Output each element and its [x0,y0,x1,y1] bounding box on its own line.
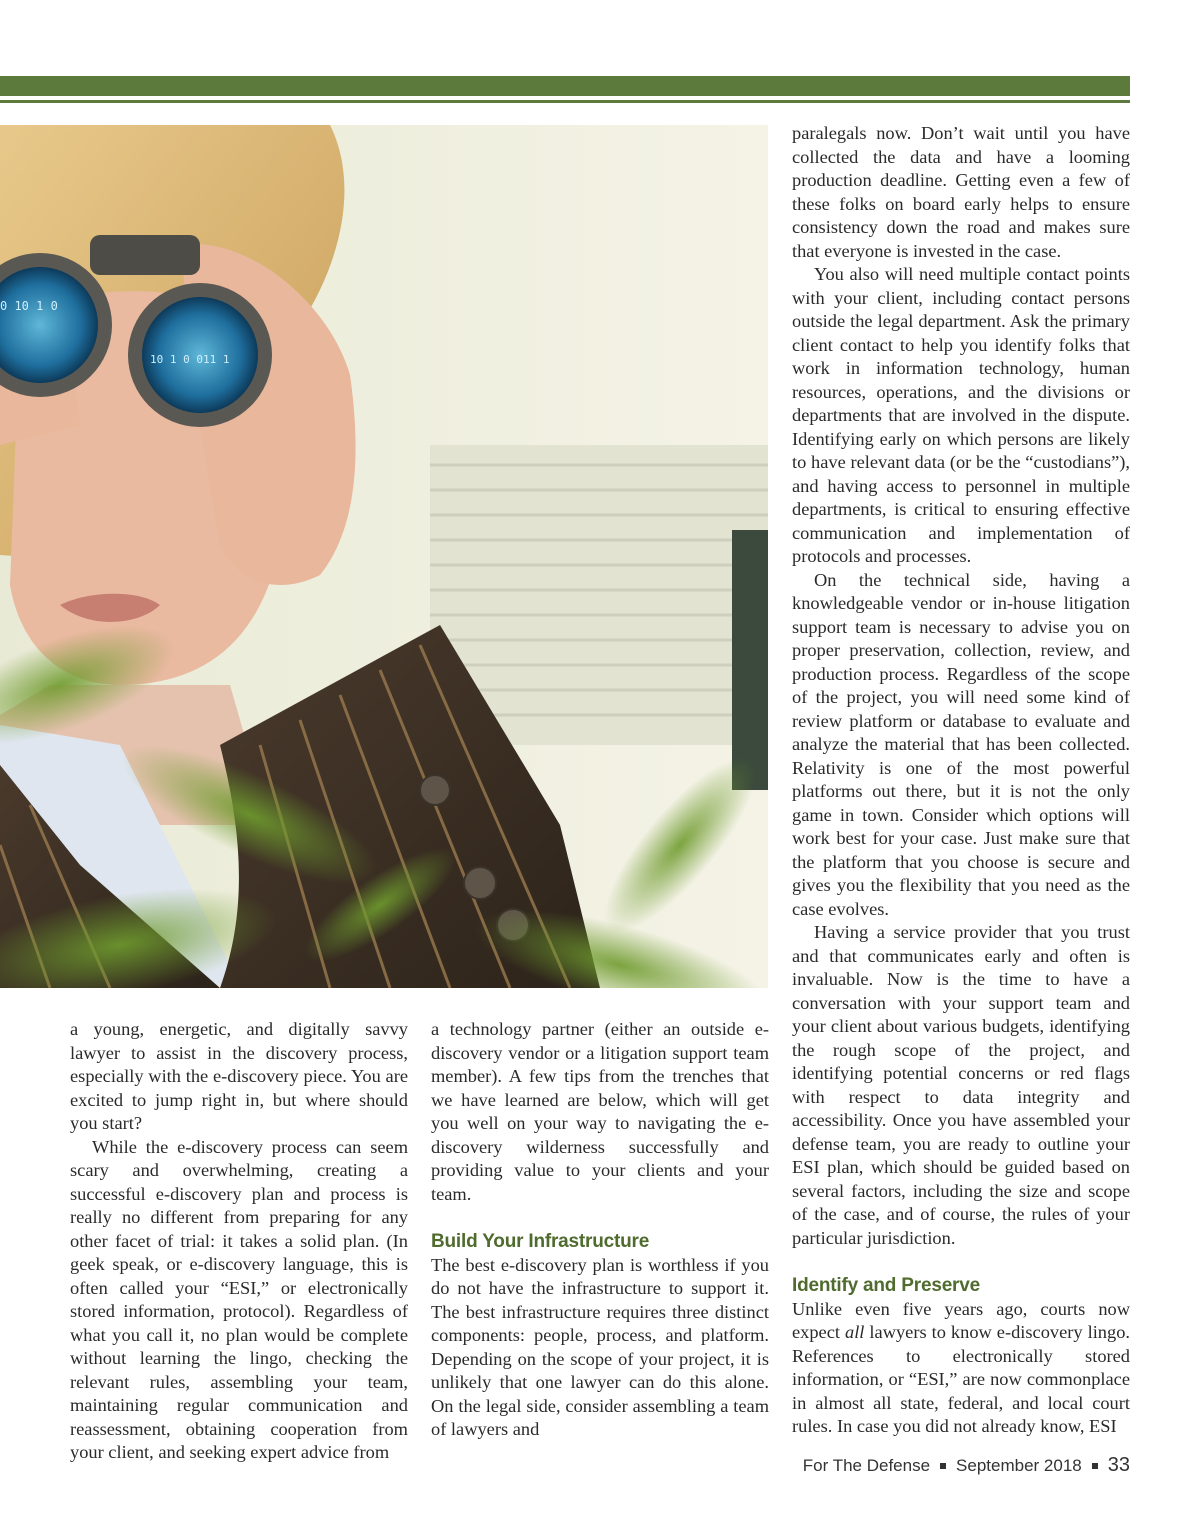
woman-with-binoculars-image [0,125,768,988]
right-lens-digits: 10 1 0 011 1 [150,353,230,366]
paragraph: a young, energetic, and digitally savvy lawyer to assist in the discovery process, especially with the e-discovery piece. You are excited to jump right in, but where should you start? [70,1019,408,1133]
paragraph: a technology partner (either an outside e-discovery vendor or a litigation support team member). A few tips from the trenches that we have learned are below, which will get you well on your way to navigating the e-discovery wilderness successfully and providing value to your clients and your team. [431,1019,769,1204]
paragraph: While the e-discovery process can seem scary and overwhelming, creating a successful e-discovery plan and process is really no different from preparing for any other facet of trial: it takes a solid plan. (In geek speak, or e-discovery language, this is often called your “ESI,” or electronically stored information, protocol). Regardless of what you call it, no plan would be complete without learning the lingo, checking the relevant rules, assembling your team, maintaining regular communication and reassessment, obtaining cooperation from your client, and seeking expert advice from [70,1136,408,1462]
section-heading-identify: Identify and Preserve [792,1275,980,1296]
paragraph: You also will need multiple contact points with your client, including contact persons outside the legal department. Ask the primary client contact to help you identify folks that work in information technology, human resources, operations, and the divisions or departments that are involved in the dispute. Identifying early on which persons are likely to have relevant data (or be the “custodians”), and having access to personnel in multiple departments, is critical to ensuring effective communication and implementation of protocols and processes. [792,264,1130,566]
page-footer [803,1454,1130,1477]
left-lens-digits: 0 10 1 0 [0,299,58,313]
section-heading-infrastructure: Build Your Infrastructure [431,1231,650,1252]
bullet-separator-icon [1092,1463,1098,1469]
header-band [0,76,1130,96]
article-column-2 [431,1018,769,1442]
page-number: 33 [1107,1454,1130,1476]
paragraph: On the technical side, having a knowledgeable vendor or in-house litigation support team is necessary to advise you on proper preservation, collection, review, and production process. Regardless of the scope of the project, you will need some kind of review platform or database to evaluate and analyze the material that has been collected. Relativity is one of the most powerful platforms out there, but it is not the only game in town. Consider which options will work best for your case. Just make sure that the platform that you choose is secure and gives you the flexibility that you need as the case evolves. [792,569,1130,919]
paragraph: Having a service provider that you trust and that communicates early and often is invaluable. Now is the time to have a conversation with your support team and your client about various budgets, identifying the rough scope of the project, and identifying potential concerns or red flags with respect to data integrity and accessibility. Once you have assembled your defense team, you are ready to outline your ESI plan, which should be guided based on several factors, including the size and scope of the case, and of course, the rules of your particular jurisdiction. [792,922,1130,1248]
paragraph: paralegals now. Don’t wait until you have collected the data and have a looming production deadline. Getting even a few of these folks on board early helps to ensure consistency down the road and makes sure that everyone is invested in the case. [792,123,1130,261]
text-run: lawyers to know e-discovery lingo. References to electronically stored information, or “ESI,” are now commonplace in almost all state, federal, and local court rules. In case you did not already know, ESI [792,1322,1130,1436]
emphasis: all [845,1322,865,1342]
issue-date: September 2018 [956,1455,1082,1475]
publication-name: For The Defense [802,1455,931,1475]
article-column-3 [792,122,1130,1439]
bullet-separator-icon [940,1463,946,1469]
article-column-1 [70,1018,408,1465]
header-rule [0,100,1130,103]
paragraph [792,1298,1130,1439]
paragraph: The best e-discovery plan is worthless if you do not have the infrastructure to support it. The best infrastructure requires three distinct components: people, process, and platform. Depending on the scope of your project, it is unlikely that one lawyer can do this alone. On the legal side, consider assembling a team of lawyers and [431,1254,769,1439]
text-run: Unlike even five years ago, courts now expect [792,1298,1130,1342]
article-photo [0,125,768,988]
